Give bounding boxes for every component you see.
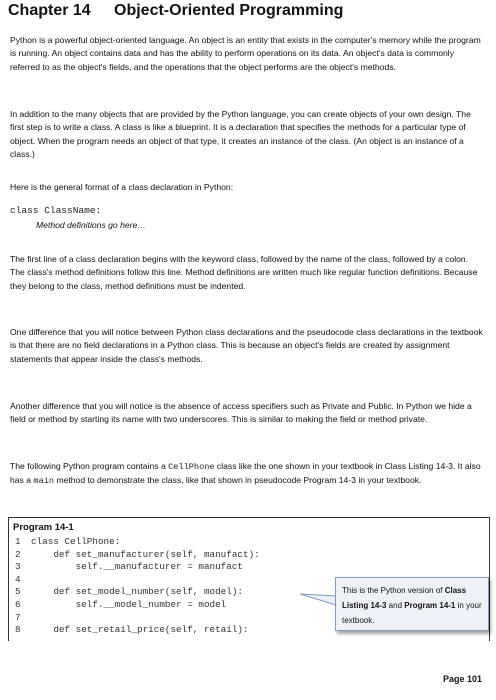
line-number: 6 [15,598,21,610]
chapter-heading [8,0,488,22]
code-text: def set_retail_price(self, retail): [31,624,249,636]
callout-note [335,577,489,631]
line-number: 8 [15,624,21,636]
line-number: 2 [15,548,21,560]
code-line [15,624,335,637]
paragraph-class-declaration: The first line of a class declaration begins with the keyword class, followed by the name of the class, followed by a colon. The class's method definitions follow this line. Method definitions are written much like regular function definitions. Because they belong to the class, method definitions must be indented. [10,254,478,291]
code-line [15,612,335,625]
callout-text-1: This is the Python version of [342,586,445,595]
class-format-example [10,204,310,232]
paragraph-objects-intro: Python is a powerful object-oriented language. An object is an entity that exists in the computer's memory while the program is running. An object contains data and has the ability to perform operations on its data. An object's data is commonly referred to as the object's fields, and the operations that the object performs are the object's methods. [10,35,481,72]
program-intro-text-1: The following Python program contains a [10,461,169,471]
callout-pointer [300,592,336,608]
program-intro-text-2: class like the one shown in your textbook in Class Listing 14-3. It also has a [10,461,481,486]
line-number: 1 [15,536,21,547]
program-title: Program 14-1 [13,522,74,533]
cellphone-code-ref: CellPhone [168,462,215,472]
code-line [15,561,335,574]
paragraph-format-intro: Here is the general format of a class declaration in Python: [10,182,234,192]
line-number: 7 [15,611,21,623]
callout-text-3: in your textbook. [342,601,482,625]
format-method-line: Method definitions go here… [36,220,146,230]
code-text: self.__manufacturer = manufact [31,561,244,573]
line-number: 5 [15,586,21,598]
paragraph-program-intro [10,460,484,489]
callout-text-2: and [386,601,405,610]
line-number: 3 [15,561,21,573]
code-line [15,586,335,599]
paragraph-classes: In addition to the many objects that are provided by the Python language, you can create objects of your own design. The first step is to write a class. A class is like a blueprint. It is a declaration that specifies the methods for a particular type of object. When the program needs an object of that type, it creates an instance of the class. (An object is an instance of a class.) [10,109,471,160]
callout-class-listing: Class Listing 14-3 [342,586,467,610]
code-line [15,599,335,612]
callout-program-ref: Program 14-1 [404,601,456,610]
program-code [15,536,335,637]
page-number: Page 101 [442,674,482,684]
code-line [15,549,335,562]
chapter-title: Object-Oriented Programming [114,2,344,19]
code-text: class CellPhone: [31,536,121,547]
paragraph-field-declarations: One difference that you will notice between Python class declarations and the pseudocode class declarations in the textbook is that there are no field declarations in a Python class. This is because an object's fields are created by assignment statements that appear inside the class's methods. [10,327,483,364]
main-code-ref: main [33,476,55,487]
format-class-line: class ClassName: [10,205,102,216]
code-line [15,536,335,549]
code-text: self.__model_number = model [31,598,227,610]
program-intro-text-3: method to demonstrate the class, like that shown in pseudocode Program 14-3 in your textbook. [54,475,422,486]
paragraph-access-specifiers: Another difference that you will notice is the absence of access specifiers such as Private and Public. In Python we hide a field or method by starting its name with two underscores. This is similar to making the field or method private. [10,401,472,425]
code-line [15,574,335,587]
chapter-number: Chapter 14 [8,2,91,19]
line-number: 4 [15,573,21,585]
code-text: def set_manufacturer(self, manufact): [31,548,260,560]
code-text: def set_model_number(self, model): [31,586,244,598]
